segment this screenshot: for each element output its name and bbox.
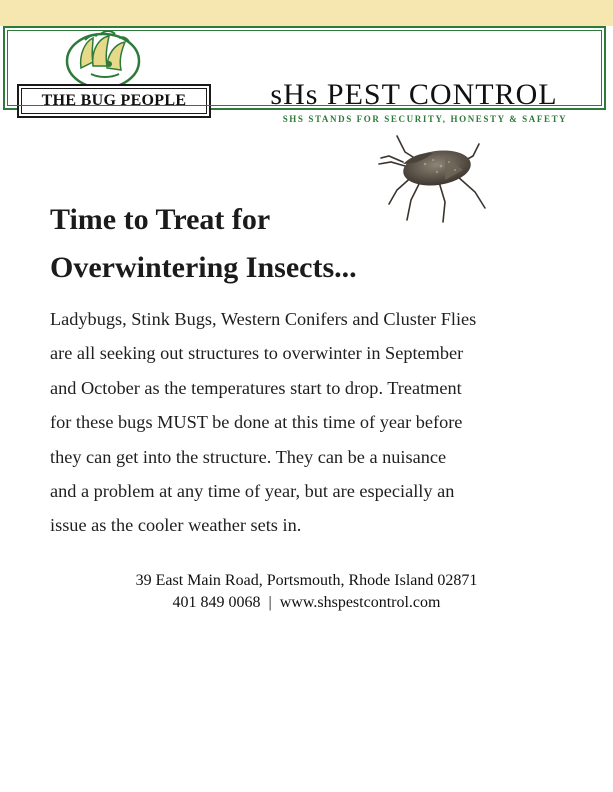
contact-block [40,570,573,614]
headline-line-1: Time to Treat for [50,203,271,236]
body-line: issue as the cooler weather sets in. [50,515,302,536]
top-color-strip [0,0,613,26]
logo-text: THE BUG PEOPLE [41,92,187,109]
headline [50,196,510,292]
phone-web-line [40,592,573,614]
body-line: they can get into the structure. They can be a nuisance [50,446,447,467]
phone-number: 401 849 0068 [172,594,261,611]
separator: | [268,594,272,611]
body-line: Ladybugs, Stink Bugs, Western Conifers and Cluster Flies [50,309,477,329]
body-line: are all seeking out structures to overwinter in September [50,343,464,364]
brand-title: sHs PEST CONTROL [270,78,558,111]
bug-people-logo-box [17,84,211,118]
brand-tagline: SHS STANDS FOR SECURITY, HONESTY & SAFETY [282,114,568,124]
address-line: 39 East Main Road, Portsmouth, Rhode Island 02871 [135,572,478,589]
body-line: and October as the temperatures start to drop. Treatment [50,377,462,398]
website-link[interactable]: www.shspestcontrol.com [279,594,441,611]
brand-block [221,78,607,122]
letterhead-header [3,26,606,124]
headline-line-2: Overwintering Insects... [50,251,357,284]
leaf-bug-logo-icon [63,28,143,90]
body-line: for these bugs MUST be done at this time of year before [50,412,463,433]
body-paragraph [50,302,570,543]
body-line: and a problem at any time of year, but are especially an [50,481,455,502]
